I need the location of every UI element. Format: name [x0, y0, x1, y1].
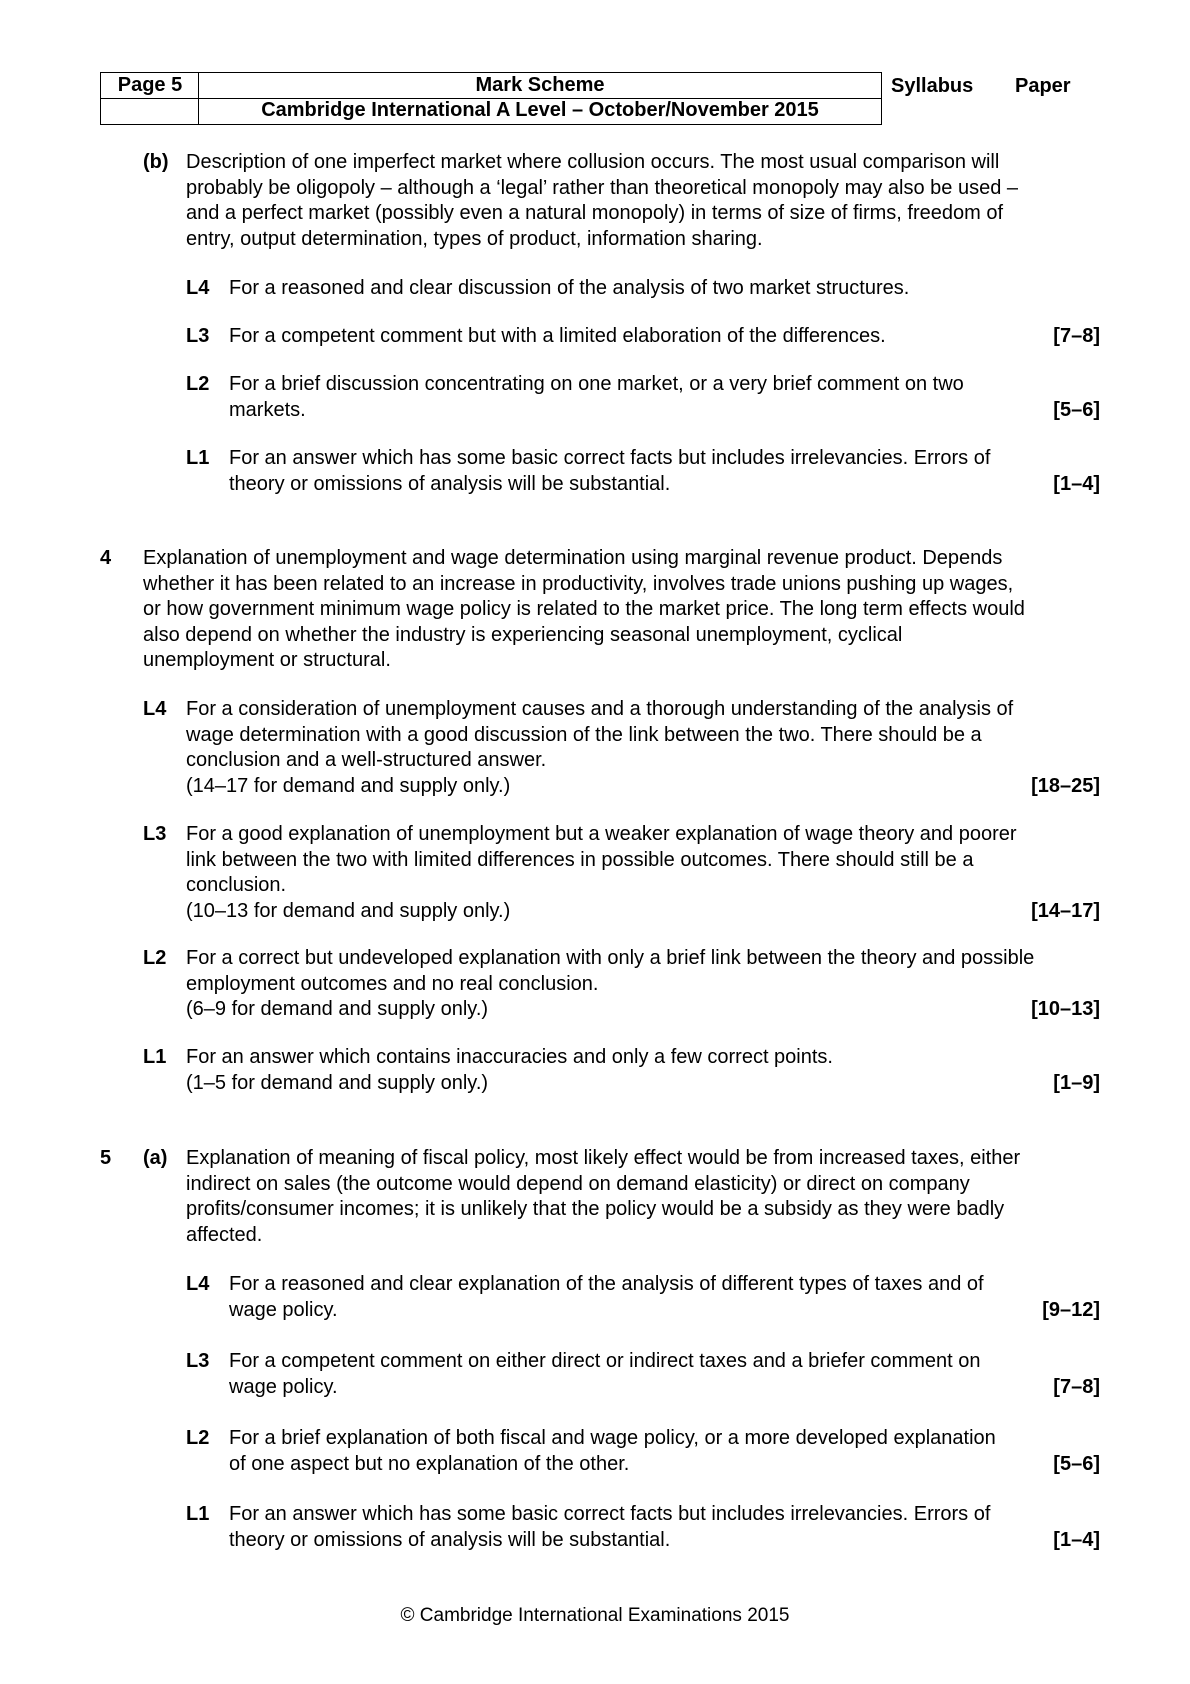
text-line: For an answer which contains inaccuracies and only a few correct points.	[186, 1046, 833, 1068]
q5a-level-l4: L4	[186, 1273, 210, 1295]
text-line: For a competent comment but with a limited elaboration of the differences.	[229, 325, 886, 347]
text-line: For a reasoned and clear discussion of the analysis of two market structures.	[229, 277, 910, 299]
text-line: probably be oligopoly – although a ‘legal’ rather than theoretical monopoly may also be used –	[186, 176, 1019, 199]
text-line: conclusion and a well-structured answer.	[186, 749, 547, 771]
text-line: For a good explanation of unemployment but a weaker explanation of wage theory and poorer	[186, 823, 1017, 845]
q5a-level-l1-mark: [1–4]	[1053, 1528, 1100, 1551]
q3b-description	[186, 150, 1018, 252]
q5a-part-label: (a)	[143, 1147, 168, 1169]
text-line: and a perfect market (possibly even a natural monopoly) in terms of size of firms, freedom of	[186, 202, 1004, 224]
q3b-level-l1: L1	[186, 447, 210, 469]
text-line: For a reasoned and clear explanation of the analysis of different types of taxes and of	[229, 1273, 984, 1295]
text-line: For a correct but undeveloped explanation with only a brief link between the theory and possible	[186, 947, 1035, 969]
q3b-level-l1-mark: [1–4]	[1053, 472, 1100, 495]
q3b-level-l4-text	[229, 276, 909, 302]
page-number-cell	[100, 72, 199, 99]
text-line: link between the two with limited differences in possible outcomes. There should still be a	[186, 848, 974, 871]
paper-label: Paper	[1015, 75, 1071, 97]
syllabus-label: Syllabus	[891, 75, 974, 97]
text-line: of one aspect but no explanation of the other.	[229, 1452, 630, 1475]
text-line: For a brief discussion concentrating on one market, or a very brief comment on two	[229, 373, 964, 395]
text-line: entry, output determination, types of product, information sharing.	[186, 227, 763, 250]
text-line: For an answer which has some basic correct facts but includes irrelevancies. Errors of	[229, 1503, 991, 1525]
text-line: whether it has been related to an increase in productivity, involves trade unions pushing up wages,	[143, 572, 1014, 595]
q4-level-l4-mark: [18–25]	[1031, 774, 1100, 797]
q5a-level-l1-text	[229, 1502, 990, 1553]
text-line: also depend on whether the industry is experiencing seasonal unemployment, cyclical	[143, 623, 903, 646]
q4-level-l3: L3	[143, 823, 167, 845]
q3b-level-l3: L3	[186, 325, 210, 347]
q5a-level-l2-mark: [5–6]	[1053, 1452, 1100, 1475]
q5a-level-l4-text	[229, 1272, 984, 1323]
text-line: indirect on sales (the outcome would depend on demand elasticity) or direct on company	[186, 1172, 970, 1195]
q3b-level-l3-text	[229, 324, 886, 350]
title-cell	[198, 72, 882, 99]
text-line: Explanation of unemployment and wage determination using marginal revenue product. Depends	[143, 547, 1003, 569]
q4-level-l2-text	[186, 946, 1034, 1023]
q3b-level-l1-text	[229, 446, 990, 497]
q5a-level-l3: L3	[186, 1350, 210, 1372]
q5-number: 5	[100, 1147, 112, 1169]
text-line: wage determination with a good discussion of the link between the two. There should be a	[186, 723, 982, 746]
q4-level-l1-text	[186, 1045, 833, 1096]
q3b-level-l4: L4	[186, 277, 210, 299]
q3b-level-l2-text	[229, 372, 964, 423]
blank-cell	[100, 98, 199, 125]
mark-scheme-title: Mark Scheme	[475, 74, 605, 96]
q5a-level-l3-mark: [7–8]	[1053, 1375, 1100, 1398]
q4-level-l1-mark: [1–9]	[1053, 1071, 1100, 1094]
exam-subtitle: Cambridge International A Level – October/November 2015	[261, 99, 819, 121]
text-line: (14–17 for demand and supply only.)	[186, 774, 511, 797]
text-line: For a competent comment on either direct or indirect taxes and a briefer comment on	[229, 1350, 981, 1372]
text-line: For a consideration of unemployment causes and a thorough understanding of the analysis of	[186, 698, 1014, 720]
q5a-level-l3-text	[229, 1349, 980, 1400]
text-line: (1–5 for demand and supply only.)	[186, 1071, 489, 1094]
q4-level-l2: L2	[143, 947, 167, 969]
q5a-level-l4-mark: [9–12]	[1042, 1298, 1100, 1321]
text-line: Explanation of meaning of fiscal policy, most likely effect would be from increased taxes, either	[186, 1147, 1021, 1169]
q5a-level-l2: L2	[186, 1427, 210, 1449]
q5a-description	[186, 1146, 1020, 1248]
text-line: employment outcomes and no real conclusion.	[186, 972, 599, 995]
page-number: Page 5	[117, 74, 183, 96]
copyright-footer: © Cambridge International Examinations 2015	[400, 1605, 790, 1626]
q4-number: 4	[100, 547, 112, 569]
text-line: or how government minimum wage policy is related to the market price. The long term effects would	[143, 598, 1025, 620]
text-line: affected.	[186, 1223, 263, 1246]
q4-level-l3-mark: [14–17]	[1031, 899, 1100, 922]
text-line: wage policy.	[229, 1298, 338, 1321]
q4-level-l4: L4	[143, 698, 167, 720]
q5a-level-l2-text	[229, 1426, 996, 1477]
text-line: For an answer which has some basic correct facts but includes irrelevancies. Errors of	[229, 447, 991, 469]
q4-description	[143, 546, 1025, 674]
text-line: Description of one imperfect market where collusion occurs. The most usual comparison will	[186, 151, 1000, 173]
q3b-part-label: (b)	[143, 151, 169, 173]
text-line: wage policy.	[229, 1375, 338, 1398]
text-line: conclusion.	[186, 874, 287, 896]
q4-level-l4-text	[186, 697, 1013, 799]
q3b-level-l2: L2	[186, 373, 210, 395]
text-line: theory or omissions of analysis will be substantial.	[229, 1528, 671, 1551]
q5a-level-l1: L1	[186, 1503, 210, 1525]
text-line: theory or omissions of analysis will be substantial.	[229, 472, 671, 495]
text-line: profits/consumer incomes; it is unlikely that the policy would be a subsidy as they were badly	[186, 1198, 1005, 1220]
text-line: (10–13 for demand and supply only.)	[186, 899, 511, 922]
q3b-level-l3-mark: [7–8]	[1053, 325, 1100, 347]
subtitle-cell	[198, 98, 882, 125]
q4-level-l3-text	[186, 822, 1017, 924]
text-line: markets.	[229, 398, 306, 421]
q3b-level-l2-mark: [5–6]	[1053, 398, 1100, 421]
q4-level-l1: L1	[143, 1046, 167, 1068]
text-line: (6–9 for demand and supply only.)	[186, 998, 489, 1020]
text-line: unemployment or structural.	[143, 649, 391, 671]
text-line: For a brief explanation of both fiscal and wage policy, or a more developed explanation	[229, 1427, 996, 1449]
q4-level-l2-mark: [10–13]	[1031, 998, 1100, 1020]
